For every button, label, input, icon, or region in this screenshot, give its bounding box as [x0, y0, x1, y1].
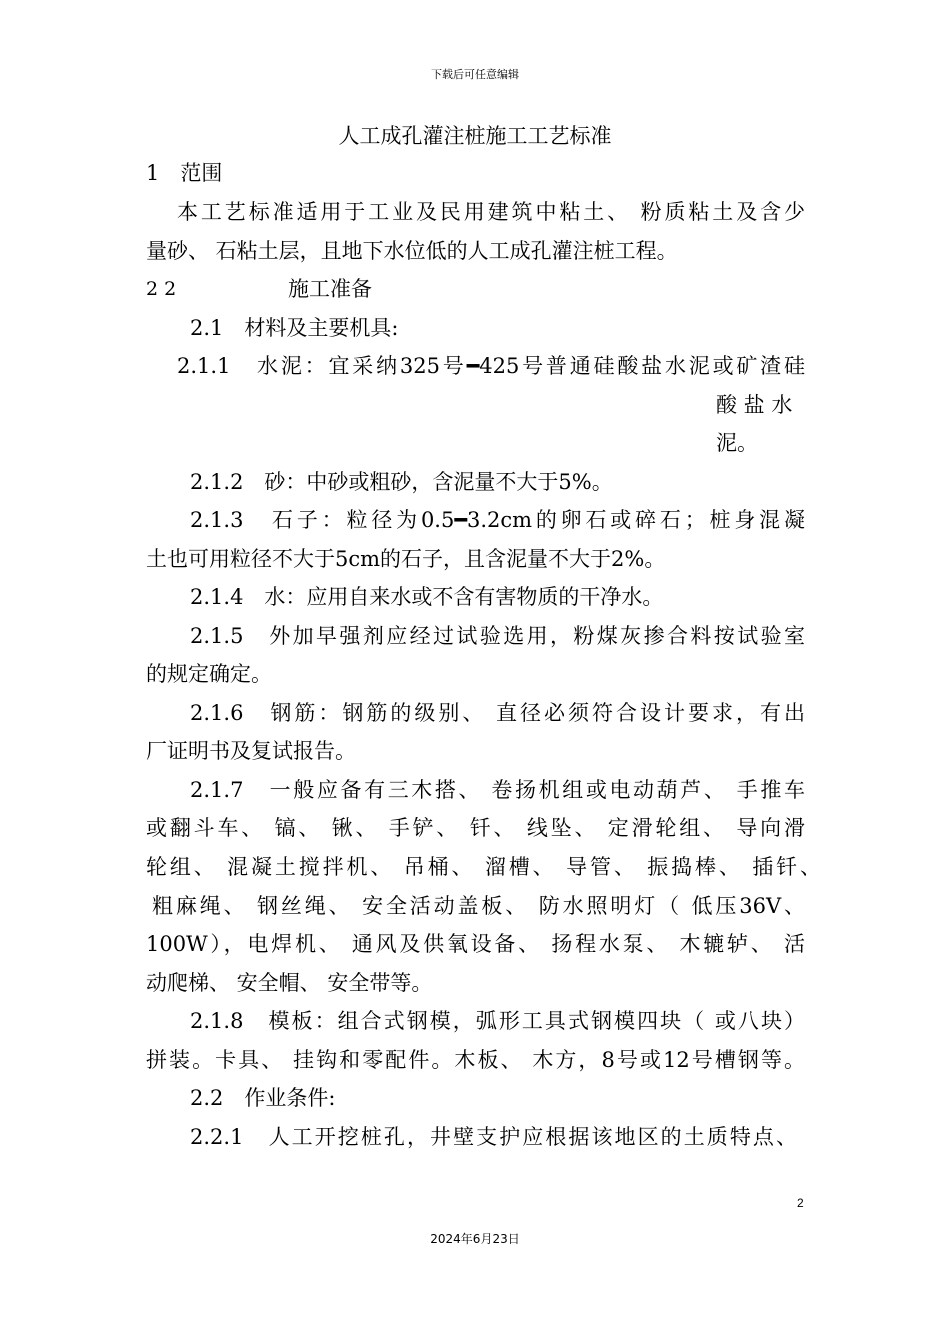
paragraph-line: 泥。	[716, 431, 758, 455]
paragraph-line: 2.1.6 钢筋：钢筋的级别、 直径必须符合设计要求，有出	[190, 701, 805, 725]
page-footer-date: 2024年6月23日	[430, 1232, 520, 1246]
paragraph-line: 土也可用粒径不大于5cm的石子，且含泥量不大于2%。	[146, 547, 666, 571]
section-heading: 1 范围	[146, 161, 223, 185]
page-number: 2	[797, 1196, 804, 1210]
section-number: 2 2	[146, 278, 177, 300]
document-title: 人工成孔灌注桩施工工艺标准	[338, 124, 612, 148]
subsection-heading: 2.2 作业条件:	[190, 1086, 336, 1110]
paragraph-line: 2.1.1 水泥：宜采纳325号━425号普通硅酸盐水泥或矿渣硅	[177, 354, 805, 378]
paragraph-line: 2.1.5 外加早强剂应经过试验选用，粉煤灰掺合料按试验室	[190, 624, 805, 648]
paragraph-line: 粗麻绳、 钢丝绳、 安全活动盖板、 防水照明灯（ 低压36V、	[152, 894, 805, 918]
paragraph-line: 动爬梯、 安全帽、 安全带等。	[146, 971, 433, 995]
paragraph-line: 拼装。卡具、 挂钩和零配件。木板、 木方，8号或12号槽钢等。	[146, 1048, 805, 1072]
paragraph-line: 量砂、 石粘土层，且地下水位低的人工成孔灌注桩工程。	[146, 239, 678, 263]
paragraph-line: 2.1.4 水：应用自来水或不含有害物质的干净水。	[190, 585, 664, 609]
paragraph-line: 或翻斗车、 镐、 锹、 手铲、 钎、 线坠、 定滑轮组、 导向滑	[146, 816, 805, 840]
paragraph-line: 2.2.1 人工开挖桩孔，井壁支护应根据该地区的土质特点、	[190, 1125, 797, 1149]
paragraph-line: 2.1.7 一般应备有三木搭、 卷扬机组或电动葫芦、 手推车	[190, 778, 805, 802]
paragraph-line: 2.1.3 石子：粒径为0.5━3.2cm的卵石或碎石；桩身混凝	[190, 508, 805, 532]
paragraph-line: 本工艺标准适用于工业及民用建筑中粘土、 粉质粘土及含少	[177, 200, 805, 224]
subsection-heading: 2.1 材料及主要机具:	[190, 316, 399, 340]
paragraph-line: 100W），电焊机、 通风及供氧设备、 扬程水泵、 木辘轳、 活	[146, 932, 805, 956]
page-header: 下载后可任意编辑	[431, 68, 519, 81]
paragraph-line: 厂证明书及复试报告。	[146, 739, 356, 763]
paragraph-line: 酸 盐 水	[716, 393, 793, 417]
paragraph-line: 2.1.2 砂：中砂或粗砂，含泥量不大于5%。	[190, 470, 613, 494]
paragraph-line: 的规定确定。	[146, 662, 272, 686]
paragraph-line: 2.1.8 模板：组合式钢模，弧形工具式钢模四块（ 或八块）	[190, 1009, 805, 1033]
paragraph-line: 轮组、 混凝土搅拌机、 吊桶、 溜槽、 导管、 振捣棒、 插钎、	[146, 855, 821, 879]
section-heading: 施工准备	[288, 277, 372, 301]
